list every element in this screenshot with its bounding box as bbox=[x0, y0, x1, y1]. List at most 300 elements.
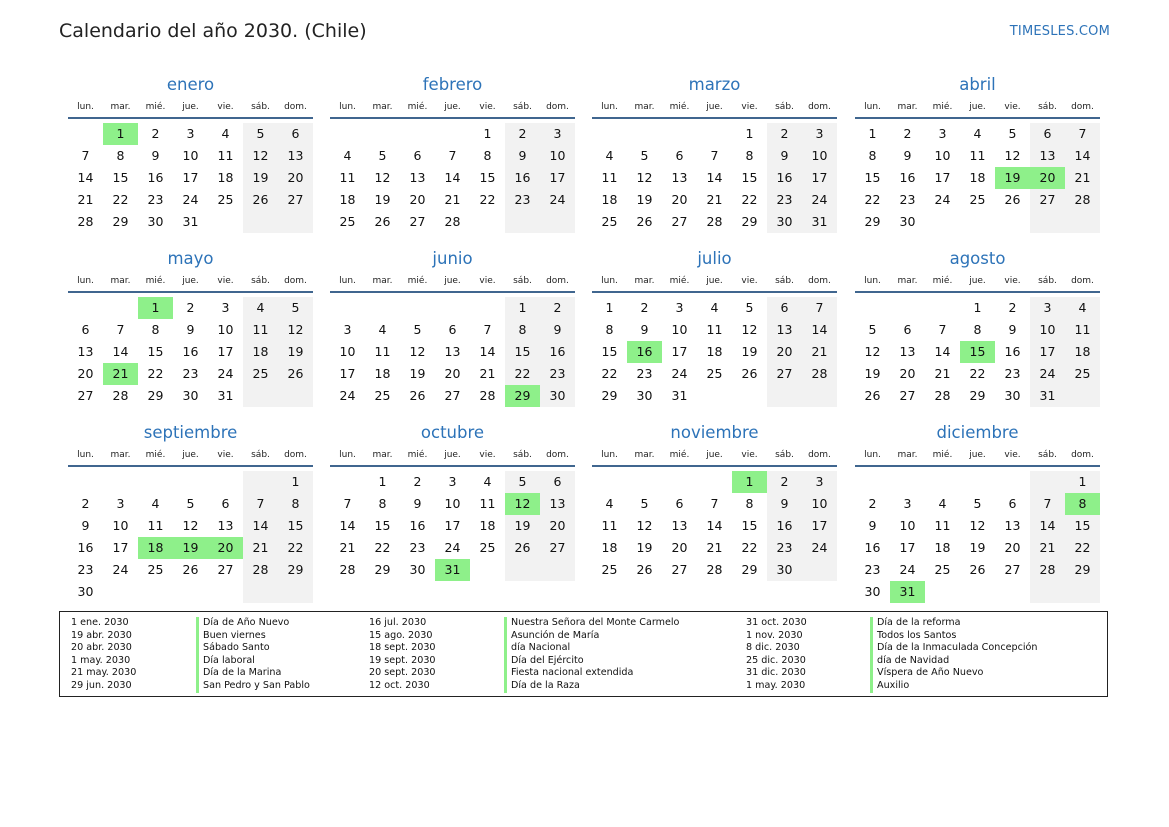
day-cell[interactable]: 20 bbox=[767, 341, 802, 363]
day-cell[interactable]: 15 bbox=[374, 518, 391, 533]
day-cell[interactable]: 9 bbox=[186, 322, 195, 337]
day-cell[interactable]: 27 bbox=[767, 363, 802, 385]
day-cell[interactable]: 2 bbox=[186, 300, 195, 315]
day-cell[interactable]: 7 bbox=[81, 148, 90, 163]
day-cell[interactable]: 15 bbox=[864, 170, 881, 185]
day-cell[interactable]: 19 bbox=[243, 167, 278, 189]
day-cell[interactable]: 23 bbox=[899, 192, 916, 207]
day-cell[interactable]: 9 bbox=[640, 322, 649, 337]
day-cell[interactable]: 25 bbox=[969, 192, 986, 207]
day-cell[interactable]: 3 bbox=[116, 496, 125, 511]
day-cell[interactable]: 16 bbox=[409, 518, 426, 533]
day-cell[interactable]: 26 bbox=[969, 562, 986, 577]
day-cell[interactable]: 6 bbox=[1008, 496, 1017, 511]
day-cell[interactable]: 12 bbox=[243, 145, 278, 167]
day-cell[interactable]: 16 bbox=[540, 341, 575, 363]
day-cell[interactable]: 21 bbox=[1065, 167, 1100, 189]
day-cell[interactable]: 4 bbox=[151, 496, 160, 511]
day-cell[interactable]: 14 bbox=[339, 518, 356, 533]
day-cell[interactable]: 9 bbox=[413, 496, 422, 511]
day-cell[interactable]: 7 bbox=[802, 297, 837, 319]
day-cell[interactable]: 19 bbox=[969, 540, 986, 555]
day-cell[interactable]: 3 bbox=[221, 300, 230, 315]
day-cell[interactable]: 18 bbox=[934, 540, 951, 555]
day-cell[interactable]: 11 bbox=[374, 344, 391, 359]
day-cell[interactable]: 29 bbox=[741, 562, 758, 577]
day-cell[interactable]: 24 bbox=[540, 189, 575, 211]
day-cell[interactable]: 21 bbox=[339, 540, 356, 555]
day-cell[interactable]: 5 bbox=[186, 496, 195, 511]
day-cell[interactable]: 19 bbox=[173, 537, 208, 559]
day-cell[interactable]: 14 bbox=[112, 344, 129, 359]
day-cell[interactable]: 3 bbox=[802, 123, 837, 145]
day-cell[interactable]: 2 bbox=[767, 123, 802, 145]
day-cell[interactable]: 11 bbox=[601, 170, 618, 185]
day-cell[interactable]: 7 bbox=[116, 322, 125, 337]
brand-link[interactable]: TIMESLES.COM bbox=[1009, 24, 1110, 39]
day-cell[interactable]: 12 bbox=[741, 322, 758, 337]
day-cell[interactable]: 23 bbox=[182, 366, 199, 381]
day-cell[interactable]: 10 bbox=[217, 322, 234, 337]
day-cell[interactable]: 18 bbox=[243, 341, 278, 363]
day-cell[interactable]: 15 bbox=[741, 518, 758, 533]
day-cell[interactable]: 8 bbox=[151, 322, 160, 337]
day-cell[interactable]: 6 bbox=[81, 322, 90, 337]
day-cell[interactable]: 9 bbox=[903, 148, 912, 163]
day-cell[interactable]: 20 bbox=[208, 537, 243, 559]
day-cell[interactable]: 29 bbox=[278, 559, 313, 581]
day-cell[interactable]: 5 bbox=[973, 496, 982, 511]
day-cell[interactable]: 28 bbox=[479, 388, 496, 403]
day-cell[interactable]: 6 bbox=[675, 496, 684, 511]
day-cell[interactable]: 12 bbox=[864, 344, 881, 359]
day-cell[interactable]: 29 bbox=[147, 388, 164, 403]
day-cell[interactable]: 23 bbox=[540, 363, 575, 385]
day-cell[interactable]: 20 bbox=[278, 167, 313, 189]
day-cell[interactable]: 23 bbox=[636, 366, 653, 381]
day-cell[interactable]: 27 bbox=[1004, 562, 1021, 577]
day-cell[interactable]: 22 bbox=[1065, 537, 1100, 559]
day-cell[interactable]: 13 bbox=[767, 319, 802, 341]
day-cell[interactable]: 13 bbox=[217, 518, 234, 533]
day-cell[interactable]: 5 bbox=[278, 297, 313, 319]
day-cell[interactable]: 22 bbox=[969, 366, 986, 381]
day-cell[interactable]: 27 bbox=[671, 214, 688, 229]
day-cell[interactable]: 15 bbox=[1065, 515, 1100, 537]
day-cell[interactable]: 5 bbox=[243, 123, 278, 145]
day-cell[interactable]: 15 bbox=[505, 341, 540, 363]
day-cell[interactable]: 31 bbox=[671, 388, 688, 403]
day-cell[interactable]: 1 bbox=[505, 297, 540, 319]
day-cell[interactable]: 22 bbox=[278, 537, 313, 559]
day-cell[interactable]: 18 bbox=[339, 192, 356, 207]
day-cell[interactable]: 1 bbox=[605, 300, 614, 315]
day-cell[interactable]: 29 bbox=[969, 388, 986, 403]
day-cell[interactable]: 27 bbox=[540, 537, 575, 559]
day-cell[interactable]: 4 bbox=[483, 474, 492, 489]
day-cell[interactable]: 6 bbox=[448, 322, 457, 337]
day-cell[interactable]: 22 bbox=[864, 192, 881, 207]
day-cell[interactable]: 10 bbox=[540, 145, 575, 167]
day-cell[interactable]: 25 bbox=[601, 214, 618, 229]
day-cell[interactable]: 2 bbox=[767, 471, 802, 493]
day-cell[interactable]: 20 bbox=[77, 366, 94, 381]
day-cell[interactable]: 30 bbox=[636, 388, 653, 403]
day-cell[interactable]: 21 bbox=[103, 363, 138, 385]
day-cell[interactable]: 16 bbox=[899, 170, 916, 185]
day-cell[interactable]: 20 bbox=[671, 192, 688, 207]
day-cell[interactable]: 8 bbox=[116, 148, 125, 163]
day-cell[interactable]: 14 bbox=[243, 515, 278, 537]
day-cell[interactable]: 11 bbox=[479, 496, 496, 511]
day-cell[interactable]: 26 bbox=[374, 214, 391, 229]
day-cell[interactable]: 8 bbox=[1065, 493, 1100, 515]
day-cell[interactable]: 4 bbox=[243, 297, 278, 319]
day-cell[interactable]: 29 bbox=[864, 214, 881, 229]
day-cell[interactable]: 23 bbox=[505, 189, 540, 211]
day-cell[interactable]: 17 bbox=[182, 170, 199, 185]
day-cell[interactable]: 28 bbox=[934, 388, 951, 403]
day-cell[interactable]: 17 bbox=[1030, 341, 1065, 363]
day-cell[interactable]: 31 bbox=[182, 214, 199, 229]
day-cell[interactable]: 28 bbox=[802, 363, 837, 385]
day-cell[interactable]: 19 bbox=[864, 366, 881, 381]
day-cell[interactable]: 6 bbox=[221, 496, 230, 511]
day-cell[interactable]: 10 bbox=[1030, 319, 1065, 341]
day-cell[interactable]: 5 bbox=[868, 322, 877, 337]
day-cell[interactable]: 1 bbox=[138, 297, 173, 319]
day-cell[interactable]: 1 bbox=[278, 471, 313, 493]
day-cell[interactable]: 14 bbox=[444, 170, 461, 185]
day-cell[interactable]: 21 bbox=[243, 537, 278, 559]
day-cell[interactable]: 3 bbox=[540, 123, 575, 145]
day-cell[interactable]: 20 bbox=[1030, 167, 1065, 189]
day-cell[interactable]: 15 bbox=[479, 170, 496, 185]
day-cell[interactable]: 16 bbox=[767, 167, 802, 189]
day-cell[interactable]: 20 bbox=[1004, 540, 1021, 555]
day-cell[interactable]: 11 bbox=[706, 322, 723, 337]
day-cell[interactable]: 3 bbox=[802, 471, 837, 493]
day-cell[interactable]: 3 bbox=[1030, 297, 1065, 319]
day-cell[interactable]: 25 bbox=[243, 363, 278, 385]
day-cell[interactable]: 22 bbox=[741, 192, 758, 207]
day-cell[interactable]: 9 bbox=[540, 319, 575, 341]
day-cell[interactable]: 22 bbox=[112, 192, 129, 207]
day-cell[interactable]: 22 bbox=[741, 540, 758, 555]
day-cell[interactable]: 12 bbox=[409, 344, 426, 359]
day-cell[interactable]: 4 bbox=[605, 496, 614, 511]
day-cell[interactable]: 17 bbox=[802, 167, 837, 189]
day-cell[interactable]: 11 bbox=[339, 170, 356, 185]
day-cell[interactable]: 5 bbox=[378, 148, 387, 163]
day-cell[interactable]: 11 bbox=[147, 518, 164, 533]
day-cell[interactable]: 26 bbox=[636, 214, 653, 229]
day-cell[interactable]: 8 bbox=[278, 493, 313, 515]
day-cell[interactable]: 10 bbox=[899, 518, 916, 533]
day-cell[interactable]: 13 bbox=[540, 493, 575, 515]
day-cell[interactable]: 29 bbox=[1065, 559, 1100, 581]
day-cell[interactable]: 26 bbox=[864, 388, 881, 403]
day-cell[interactable]: 6 bbox=[413, 148, 422, 163]
day-cell[interactable]: 15 bbox=[278, 515, 313, 537]
day-cell[interactable]: 25 bbox=[147, 562, 164, 577]
day-cell[interactable]: 12 bbox=[969, 518, 986, 533]
day-cell[interactable]: 20 bbox=[409, 192, 426, 207]
day-cell[interactable]: 13 bbox=[278, 145, 313, 167]
day-cell[interactable]: 2 bbox=[640, 300, 649, 315]
day-cell[interactable]: 13 bbox=[671, 170, 688, 185]
day-cell[interactable]: 8 bbox=[868, 148, 877, 163]
day-cell[interactable]: 19 bbox=[278, 341, 313, 363]
day-cell[interactable]: 4 bbox=[605, 148, 614, 163]
day-cell[interactable]: 17 bbox=[899, 540, 916, 555]
day-cell[interactable]: 18 bbox=[706, 344, 723, 359]
day-cell[interactable]: 12 bbox=[636, 170, 653, 185]
day-cell[interactable]: 23 bbox=[767, 537, 802, 559]
day-cell[interactable]: 11 bbox=[1065, 319, 1100, 341]
day-cell[interactable]: 16 bbox=[505, 167, 540, 189]
day-cell[interactable]: 25 bbox=[601, 562, 618, 577]
day-cell[interactable]: 25 bbox=[1065, 363, 1100, 385]
day-cell[interactable]: 2 bbox=[413, 474, 422, 489]
day-cell[interactable]: 30 bbox=[864, 584, 881, 599]
day-cell[interactable]: 14 bbox=[1030, 515, 1065, 537]
day-cell[interactable]: 13 bbox=[671, 518, 688, 533]
day-cell[interactable]: 3 bbox=[343, 322, 352, 337]
day-cell[interactable]: 20 bbox=[899, 366, 916, 381]
day-cell[interactable]: 12 bbox=[278, 319, 313, 341]
day-cell[interactable]: 22 bbox=[147, 366, 164, 381]
day-cell[interactable]: 18 bbox=[479, 518, 496, 533]
day-cell[interactable]: 17 bbox=[217, 344, 234, 359]
day-cell[interactable]: 11 bbox=[969, 148, 986, 163]
day-cell[interactable]: 23 bbox=[147, 192, 164, 207]
day-cell[interactable]: 7 bbox=[710, 148, 719, 163]
day-cell[interactable]: 30 bbox=[899, 214, 916, 229]
day-cell[interactable]: 3 bbox=[903, 496, 912, 511]
day-cell[interactable]: 16 bbox=[182, 344, 199, 359]
day-cell[interactable]: 10 bbox=[671, 322, 688, 337]
day-cell[interactable]: 5 bbox=[413, 322, 422, 337]
day-cell[interactable]: 15 bbox=[112, 170, 129, 185]
day-cell[interactable]: 7 bbox=[710, 496, 719, 511]
day-cell[interactable]: 30 bbox=[540, 385, 575, 407]
day-cell[interactable]: 6 bbox=[540, 471, 575, 493]
day-cell[interactable]: 27 bbox=[671, 562, 688, 577]
day-cell[interactable]: 2 bbox=[505, 123, 540, 145]
day-cell[interactable]: 26 bbox=[182, 562, 199, 577]
day-cell[interactable]: 4 bbox=[343, 148, 352, 163]
day-cell[interactable]: 4 bbox=[221, 126, 230, 141]
day-cell[interactable]: 18 bbox=[217, 170, 234, 185]
day-cell[interactable]: 13 bbox=[899, 344, 916, 359]
day-cell[interactable]: 5 bbox=[640, 148, 649, 163]
day-cell[interactable]: 21 bbox=[1030, 537, 1065, 559]
day-cell[interactable]: 28 bbox=[706, 214, 723, 229]
day-cell[interactable]: 8 bbox=[745, 496, 754, 511]
day-cell[interactable]: 14 bbox=[706, 170, 723, 185]
day-cell[interactable]: 18 bbox=[601, 540, 618, 555]
day-cell[interactable]: 24 bbox=[934, 192, 951, 207]
day-cell[interactable]: 15 bbox=[741, 170, 758, 185]
day-cell[interactable]: 9 bbox=[81, 518, 90, 533]
day-cell[interactable]: 26 bbox=[636, 562, 653, 577]
day-cell[interactable]: 13 bbox=[77, 344, 94, 359]
day-cell[interactable]: 16 bbox=[147, 170, 164, 185]
day-cell[interactable]: 27 bbox=[217, 562, 234, 577]
day-cell[interactable]: 15 bbox=[960, 341, 995, 363]
day-cell[interactable]: 24 bbox=[671, 366, 688, 381]
day-cell[interactable]: 26 bbox=[1004, 192, 1021, 207]
day-cell[interactable]: 8 bbox=[378, 496, 387, 511]
day-cell[interactable]: 25 bbox=[706, 366, 723, 381]
day-cell[interactable]: 24 bbox=[112, 562, 129, 577]
day-cell[interactable]: 4 bbox=[973, 126, 982, 141]
day-cell[interactable]: 28 bbox=[1065, 189, 1100, 211]
day-cell[interactable]: 28 bbox=[112, 388, 129, 403]
day-cell[interactable]: 5 bbox=[640, 496, 649, 511]
day-cell[interactable]: 21 bbox=[706, 540, 723, 555]
day-cell[interactable]: 12 bbox=[1004, 148, 1021, 163]
day-cell[interactable]: 28 bbox=[339, 562, 356, 577]
day-cell[interactable]: 29 bbox=[112, 214, 129, 229]
day-cell[interactable]: 13 bbox=[444, 344, 461, 359]
day-cell[interactable]: 24 bbox=[444, 540, 461, 555]
day-cell[interactable]: 26 bbox=[409, 388, 426, 403]
day-cell[interactable]: 6 bbox=[675, 148, 684, 163]
day-cell[interactable]: 11 bbox=[601, 518, 618, 533]
day-cell[interactable]: 10 bbox=[934, 148, 951, 163]
day-cell[interactable]: 22 bbox=[505, 363, 540, 385]
day-cell[interactable]: 16 bbox=[767, 515, 802, 537]
day-cell[interactable]: 8 bbox=[973, 322, 982, 337]
day-cell[interactable]: 27 bbox=[1030, 189, 1065, 211]
day-cell[interactable]: 25 bbox=[479, 540, 496, 555]
day-cell[interactable]: 29 bbox=[374, 562, 391, 577]
day-cell[interactable]: 25 bbox=[339, 214, 356, 229]
day-cell[interactable]: 11 bbox=[217, 148, 234, 163]
day-cell[interactable]: 31 bbox=[890, 581, 925, 603]
day-cell[interactable]: 18 bbox=[138, 537, 173, 559]
day-cell[interactable]: 2 bbox=[81, 496, 90, 511]
day-cell[interactable]: 27 bbox=[77, 388, 94, 403]
day-cell[interactable]: 22 bbox=[479, 192, 496, 207]
day-cell[interactable]: 10 bbox=[444, 496, 461, 511]
day-cell[interactable]: 30 bbox=[1004, 388, 1021, 403]
day-cell[interactable]: 6 bbox=[767, 297, 802, 319]
day-cell[interactable]: 6 bbox=[1030, 123, 1065, 145]
day-cell[interactable]: 24 bbox=[899, 562, 916, 577]
day-cell[interactable]: 17 bbox=[802, 515, 837, 537]
day-cell[interactable]: 10 bbox=[802, 145, 837, 167]
day-cell[interactable]: 9 bbox=[767, 145, 802, 167]
day-cell[interactable]: 25 bbox=[374, 388, 391, 403]
day-cell[interactable]: 10 bbox=[112, 518, 129, 533]
day-cell[interactable]: 7 bbox=[483, 322, 492, 337]
day-cell[interactable]: 19 bbox=[636, 540, 653, 555]
day-cell[interactable]: 26 bbox=[505, 537, 540, 559]
day-cell[interactable]: 14 bbox=[802, 319, 837, 341]
day-cell[interactable]: 1 bbox=[378, 474, 387, 489]
day-cell[interactable]: 30 bbox=[767, 211, 802, 233]
day-cell[interactable]: 17 bbox=[112, 540, 129, 555]
day-cell[interactable]: 17 bbox=[339, 366, 356, 381]
day-cell[interactable]: 28 bbox=[444, 214, 461, 229]
day-cell[interactable]: 16 bbox=[1004, 344, 1021, 359]
day-cell[interactable]: 16 bbox=[77, 540, 94, 555]
day-cell[interactable]: 19 bbox=[505, 515, 540, 537]
day-cell[interactable]: 10 bbox=[339, 344, 356, 359]
day-cell[interactable]: 29 bbox=[601, 388, 618, 403]
day-cell[interactable]: 4 bbox=[1065, 297, 1100, 319]
day-cell[interactable]: 27 bbox=[409, 214, 426, 229]
day-cell[interactable]: 7 bbox=[343, 496, 352, 511]
day-cell[interactable]: 25 bbox=[934, 562, 951, 577]
day-cell[interactable]: 29 bbox=[505, 385, 540, 407]
day-cell[interactable]: 19 bbox=[741, 344, 758, 359]
day-cell[interactable]: 26 bbox=[741, 366, 758, 381]
day-cell[interactable]: 3 bbox=[448, 474, 457, 489]
day-cell[interactable]: 8 bbox=[745, 148, 754, 163]
day-cell[interactable]: 7 bbox=[448, 148, 457, 163]
day-cell[interactable]: 14 bbox=[479, 344, 496, 359]
day-cell[interactable]: 18 bbox=[374, 366, 391, 381]
day-cell[interactable]: 21 bbox=[802, 341, 837, 363]
day-cell[interactable]: 26 bbox=[278, 363, 313, 385]
day-cell[interactable]: 15 bbox=[147, 344, 164, 359]
day-cell[interactable]: 1 bbox=[1065, 471, 1100, 493]
day-cell[interactable]: 14 bbox=[77, 170, 94, 185]
day-cell[interactable]: 23 bbox=[864, 562, 881, 577]
day-cell[interactable]: 17 bbox=[934, 170, 951, 185]
day-cell[interactable]: 20 bbox=[671, 540, 688, 555]
day-cell[interactable]: 31 bbox=[217, 388, 234, 403]
day-cell[interactable]: 10 bbox=[802, 493, 837, 515]
day-cell[interactable]: 30 bbox=[767, 559, 802, 581]
day-cell[interactable]: 24 bbox=[217, 366, 234, 381]
day-cell[interactable]: 19 bbox=[409, 366, 426, 381]
day-cell[interactable]: 23 bbox=[1004, 366, 1021, 381]
day-cell[interactable]: 4 bbox=[378, 322, 387, 337]
day-cell[interactable]: 12 bbox=[505, 493, 540, 515]
day-cell[interactable]: 1 bbox=[732, 471, 767, 493]
day-cell[interactable]: 1 bbox=[868, 126, 877, 141]
day-cell[interactable]: 18 bbox=[969, 170, 986, 185]
day-cell[interactable]: 24 bbox=[1030, 363, 1065, 385]
day-cell[interactable]: 8 bbox=[605, 322, 614, 337]
day-cell[interactable]: 13 bbox=[1030, 145, 1065, 167]
day-cell[interactable]: 5 bbox=[505, 471, 540, 493]
day-cell[interactable]: 3 bbox=[675, 300, 684, 315]
day-cell[interactable]: 10 bbox=[182, 148, 199, 163]
day-cell[interactable]: 4 bbox=[710, 300, 719, 315]
day-cell[interactable]: 1 bbox=[973, 300, 982, 315]
day-cell[interactable]: 19 bbox=[636, 192, 653, 207]
day-cell[interactable]: 21 bbox=[479, 366, 496, 381]
day-cell[interactable]: 15 bbox=[601, 344, 618, 359]
day-cell[interactable]: 28 bbox=[77, 214, 94, 229]
day-cell[interactable]: 9 bbox=[868, 518, 877, 533]
day-cell[interactable]: 23 bbox=[767, 189, 802, 211]
day-cell[interactable]: 4 bbox=[938, 496, 947, 511]
day-cell[interactable]: 26 bbox=[243, 189, 278, 211]
day-cell[interactable]: 14 bbox=[934, 344, 951, 359]
day-cell[interactable]: 7 bbox=[1065, 123, 1100, 145]
day-cell[interactable]: 29 bbox=[741, 214, 758, 229]
day-cell[interactable]: 11 bbox=[934, 518, 951, 533]
day-cell[interactable]: 11 bbox=[243, 319, 278, 341]
day-cell[interactable]: 13 bbox=[1004, 518, 1021, 533]
